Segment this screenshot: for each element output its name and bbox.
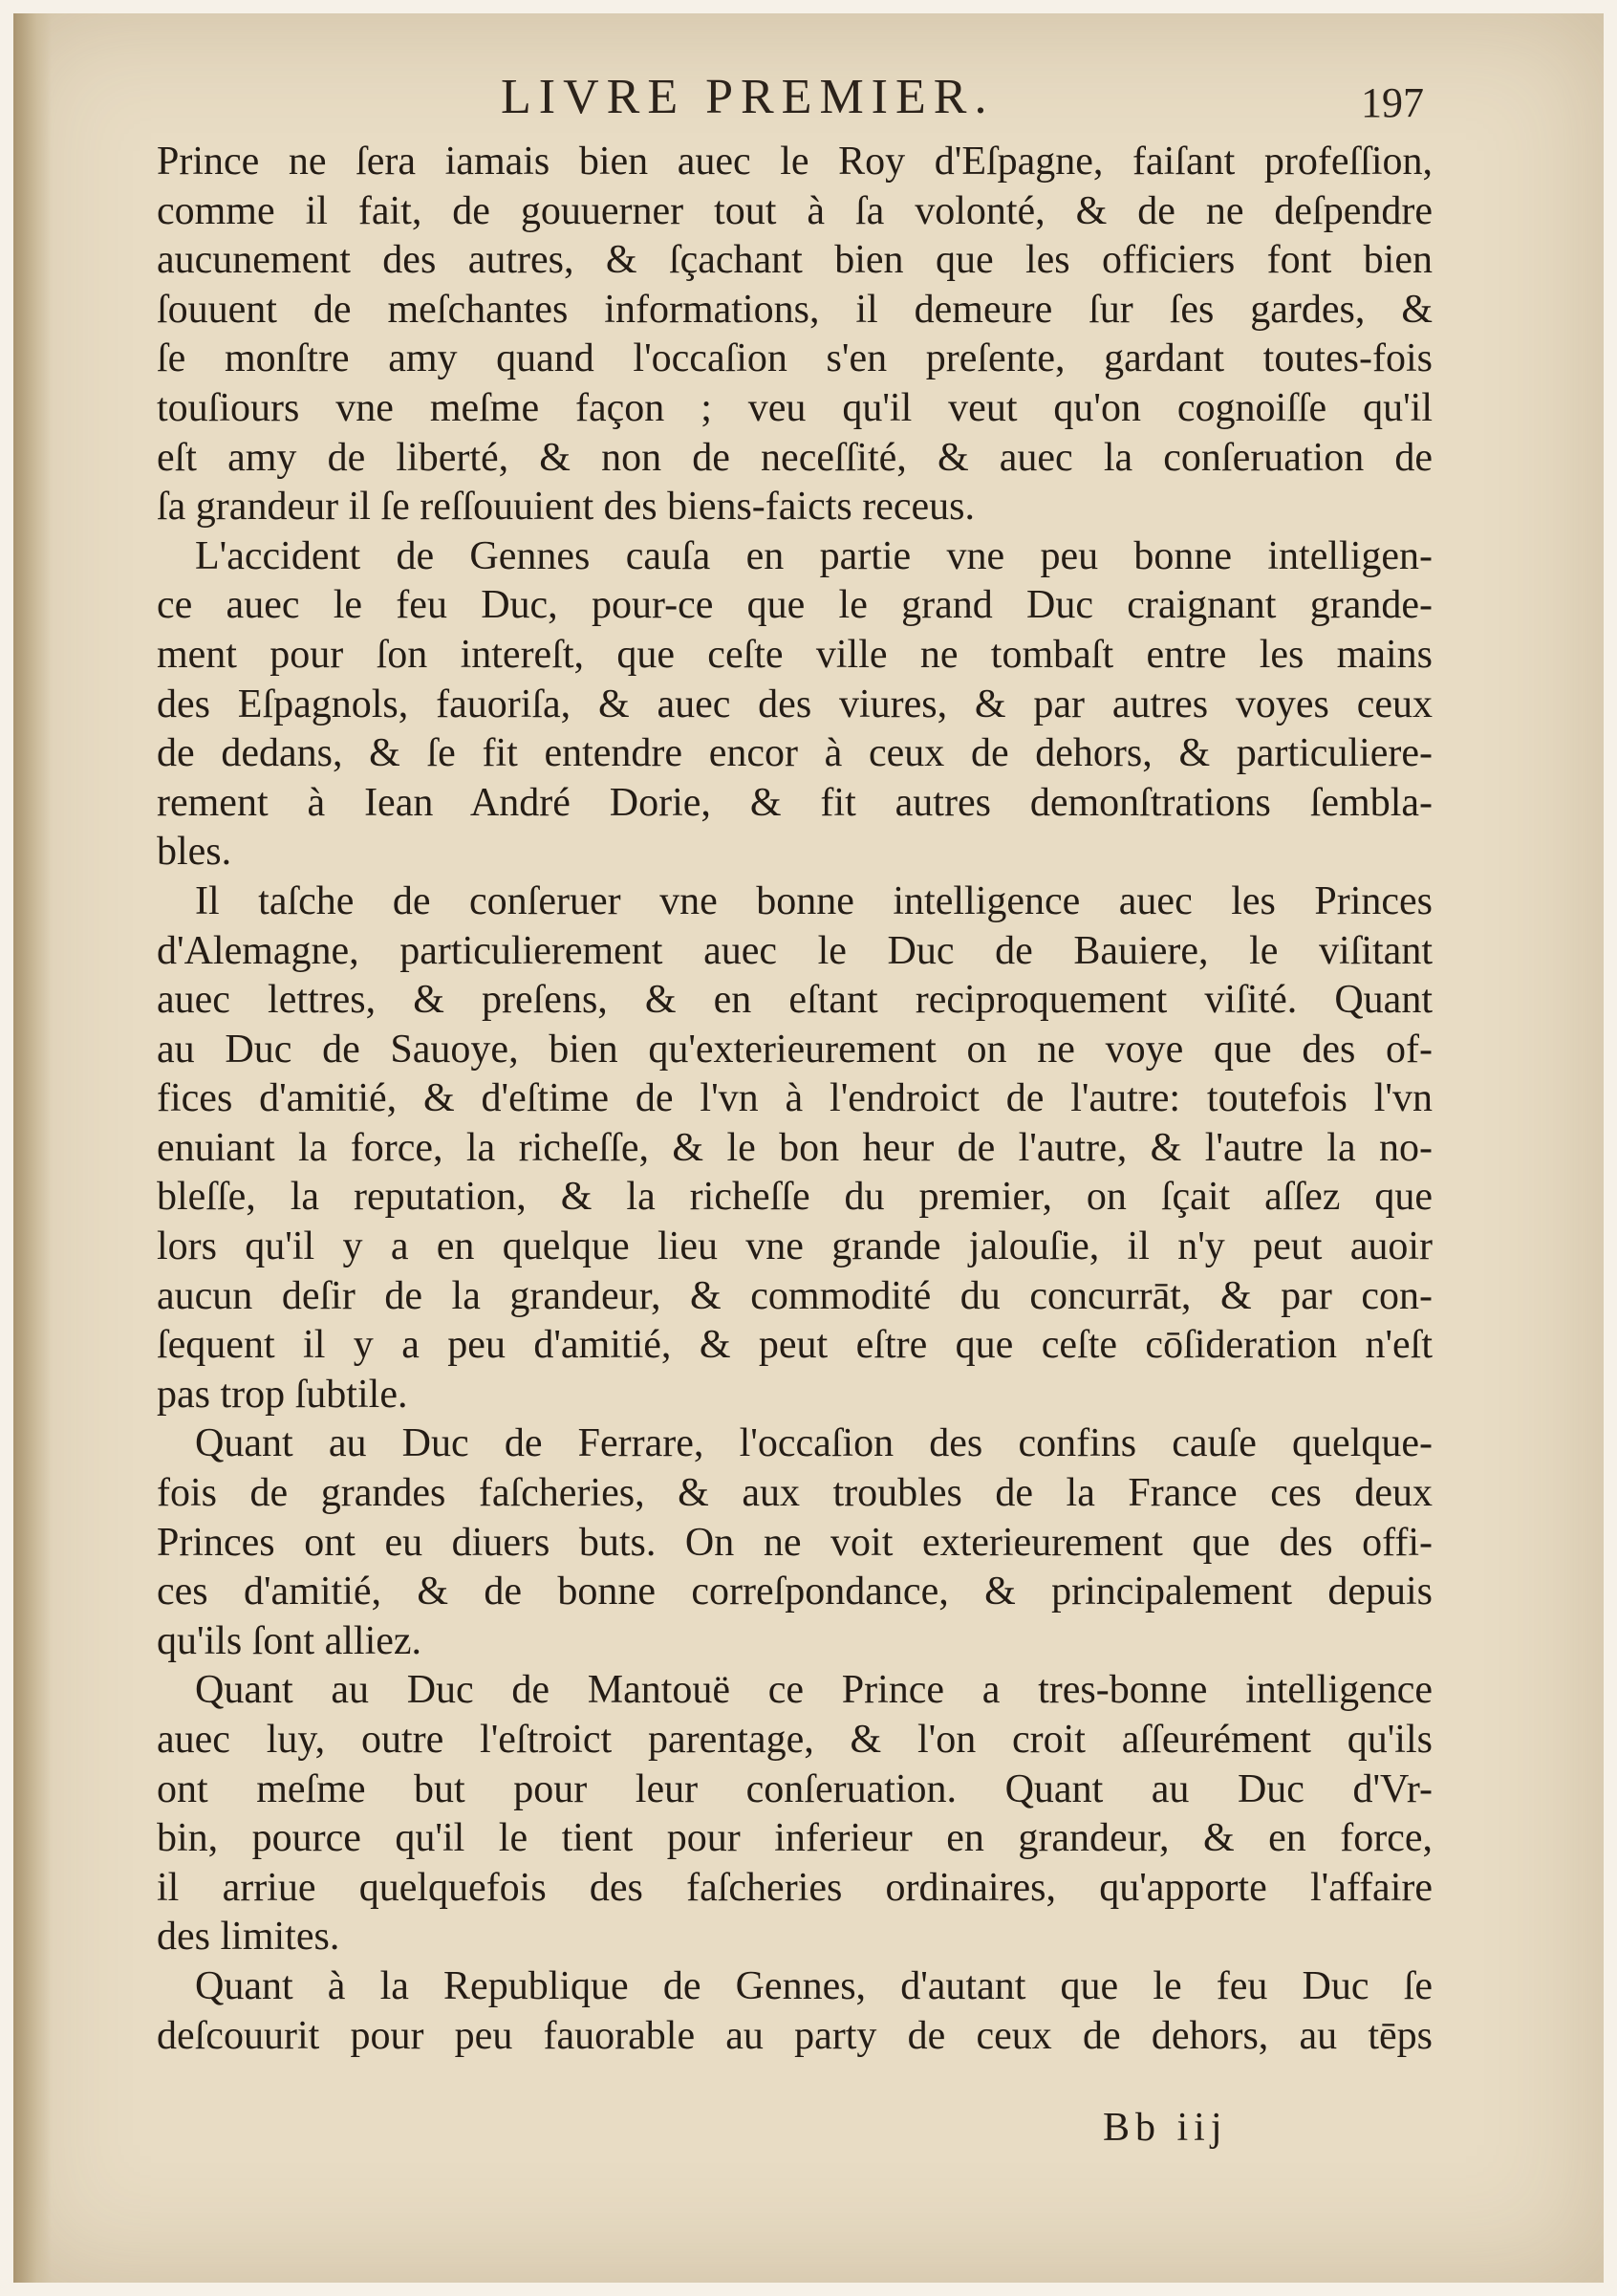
book-page xyxy=(13,13,1604,2283)
text-line: comme il fait, de gouuerner tout à ſa volonté, & de ne deſpendre xyxy=(157,188,1433,233)
text-line: d'Alemagne, particulierement auec le Duc de Bauiere, le viſitant xyxy=(157,928,1433,973)
text-line: L'accident de Gennes cauſa en partie vne peu bonne intelligen- xyxy=(195,533,1433,578)
text-line: des Eſpagnols, fauoriſa, & auec des viures, & par autres voyes ceux xyxy=(157,682,1433,726)
text-line: aucun deſir de la grandeur, & commodité du concurrāt, & par con- xyxy=(157,1273,1433,1318)
page-gutter-shadow xyxy=(13,13,52,2283)
text-line: ce auec le feu Duc, pour-ce que le grand Duc craignant grande- xyxy=(157,583,1433,628)
text-line: ſequent il y a peu d'amitié, & peut eſtre que ceſte cōſideration n'eſt xyxy=(157,1323,1433,1368)
text-line: ont meſme but pour leur conſeruation. Quant au Duc d'Vr- xyxy=(157,1766,1433,1811)
text-line: deſcouurit pour peu fauorable au party de ceux de dehors, au tēps xyxy=(157,2013,1433,2058)
text-line: rement à Iean André Dorie, & fit autres demonſtrations ſembla- xyxy=(157,780,1433,825)
page-header xyxy=(13,69,1604,136)
signature-mark: Bb iij xyxy=(1103,2106,1228,2150)
text-line: Quant à la Republique de Gennes, d'autant que le feu Duc ſe xyxy=(195,1963,1433,2008)
text-line: auec lettres, & preſens, & en eſtant reciproquement viſité. Quant xyxy=(157,978,1433,1023)
running-title: LIVRE PREMIER. xyxy=(501,70,995,124)
text-line: au Duc de Sauoye, bien qu'exterieurement on ne voye que des of- xyxy=(157,1027,1433,1072)
body-text xyxy=(157,138,1433,2061)
text-line: aucunement des autres, & ſçachant bien que les officiers font bien xyxy=(157,238,1433,283)
text-line: ment pour ſon intereſt, que ceſte ville ne tombaſt entre les mains xyxy=(157,632,1433,677)
text-line: fois de grandes faſcheries, & aux troubles de la France ces deux xyxy=(157,1471,1433,1516)
text-line: bleſſe, la reputation, & la richeſſe du premier, on ſçait aſſez que xyxy=(157,1175,1433,1220)
text-line: il arriue quelquefois des faſcheries ordinaires, qu'apporte l'affaire xyxy=(157,1865,1433,1910)
text-line: de dedans, & ſe fit entendre encor à ceux de dehors, & particuliere- xyxy=(157,731,1433,776)
text-line: lors qu'il y a en quelque lieu vne grande jalouſie, il n'y peut auoir xyxy=(157,1224,1433,1269)
text-line: ſa grandeur il ſe reſſouuient des biens-faicts receus. xyxy=(157,485,975,530)
text-line: eſt amy de liberté, & non de neceſſité, & auec la conſeruation de xyxy=(157,435,1433,480)
text-line: qu'ils ſont alliez. xyxy=(157,1618,422,1663)
text-line: ſouuent de meſchantes informations, il demeure ſur ſes gardes, & xyxy=(157,287,1433,332)
text-line: Princes ont eu diuers buts. On ne voit exterieurement que des offi- xyxy=(157,1520,1433,1565)
text-line: fices d'amitié, & d'eſtime de l'vn à l'endroict de l'autre: toutefois l'vn xyxy=(157,1076,1433,1121)
text-line: bles. xyxy=(157,830,232,875)
page-number: 197 xyxy=(1361,79,1424,126)
text-line: bin, pource qu'il le tient pour inferieur en grandeur, & en force, xyxy=(157,1816,1433,1861)
text-line: Prince ne ſera iamais bien auec le Roy d'Eſpagne, faiſant profeſſion, xyxy=(157,140,1433,184)
text-line: pas trop ſubtile. xyxy=(157,1372,408,1417)
text-line: des limites. xyxy=(157,1915,340,1960)
text-line: ſe monſtre amy quand l'occaſion s'en preſente, gardant toutes-fois xyxy=(157,336,1433,381)
text-line: enuiant la force, la richeſſe, & le bon heur de l'autre, & l'autre la no- xyxy=(157,1125,1433,1170)
text-line: ces d'amitié, & de bonne correſpondance, & principalement depuis xyxy=(157,1570,1433,1614)
text-line: touſiours vne meſme façon ; veu qu'il veut qu'on cognoiſſe qu'il xyxy=(157,385,1433,430)
text-line: Il taſche de conſeruer vne bonne intelligence auec les Princes xyxy=(195,878,1433,923)
text-line: auec luy, outre l'eſtroict parentage, & l'on croit aſſeurément qu'ils xyxy=(157,1718,1433,1762)
text-line: Quant au Duc de Mantouë ce Prince a tres-bonne intelligence xyxy=(195,1668,1433,1713)
text-line: Quant au Duc de Ferrare, l'occaſion des confins cauſe quelque- xyxy=(195,1421,1433,1466)
